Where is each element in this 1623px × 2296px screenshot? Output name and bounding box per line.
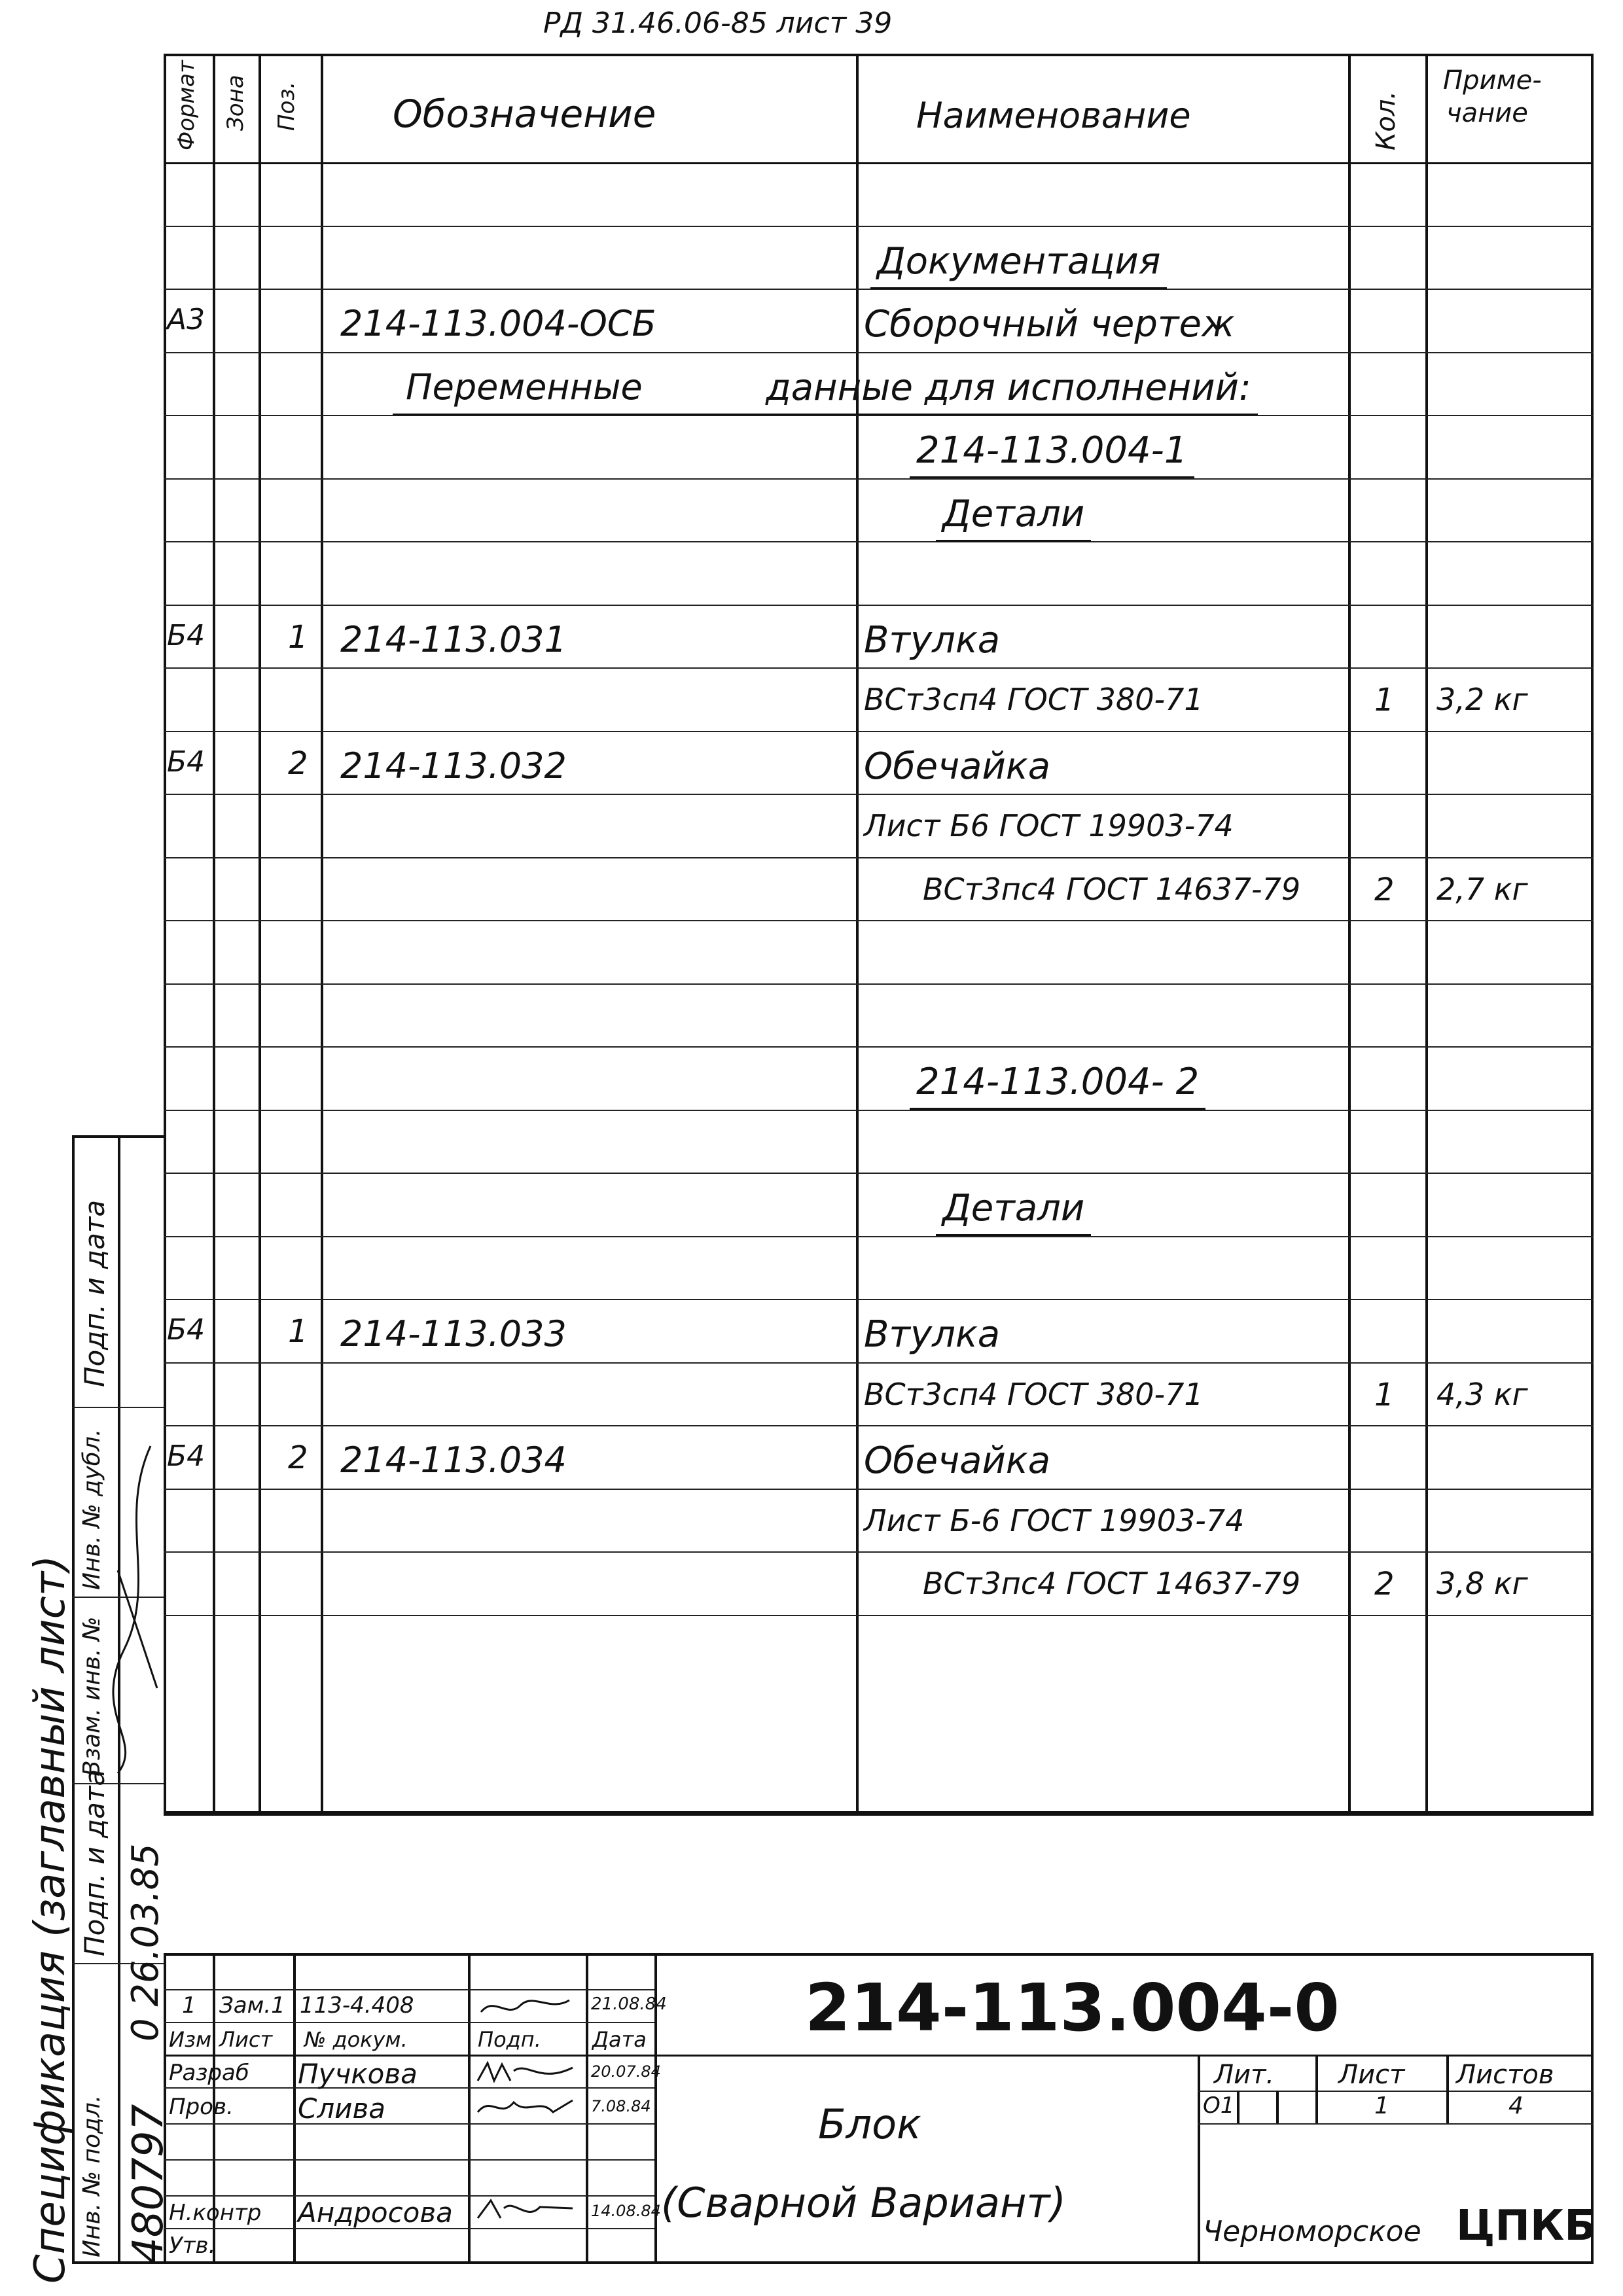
- row-name: Детали: [942, 493, 1085, 535]
- row-line: [164, 794, 1594, 795]
- hdr-izm: Изм: [169, 2027, 212, 2052]
- title-line-1: Блок: [818, 2100, 921, 2148]
- col-line-zone: [213, 54, 215, 1814]
- row-name: Детали: [942, 1187, 1085, 1229]
- change-doc: 113-4.408: [300, 1992, 414, 2019]
- row-underline: [910, 476, 1194, 478]
- top-reference: РД 31.46.06-85 лист 39: [543, 7, 893, 40]
- developer-signature: [474, 2058, 579, 2087]
- row-format: Б4: [167, 619, 205, 652]
- lit-label: Лит.: [1214, 2060, 1275, 2090]
- tb-col-3: [468, 1953, 471, 2264]
- date-norm-control: 14.08.84: [591, 2202, 661, 2220]
- role-approver: Утв.: [169, 2233, 216, 2259]
- table-bottom-line: [164, 1814, 1594, 1816]
- row-line: [164, 541, 1594, 542]
- row-line: [164, 857, 1594, 858]
- row-line: [164, 667, 1594, 669]
- col-line-pos: [259, 54, 261, 1814]
- row-name: данные для исполнений:: [766, 366, 1251, 409]
- checker-signature: [474, 2093, 579, 2122]
- row-name: Лист Б-6 ГОСТ 19903-74: [864, 1503, 1245, 1538]
- hdr-sign: Подп.: [478, 2027, 541, 2052]
- row-line: [164, 983, 1594, 985]
- row-name: ВСт3пс4 ГОСТ 14637-79: [923, 872, 1301, 907]
- header-qty: Кол.: [1371, 90, 1401, 150]
- tb-row-6: [164, 2159, 654, 2161]
- sheets-value: 4: [1508, 2093, 1524, 2119]
- header-row-line: [164, 162, 1594, 164]
- change-type: Зам.1: [219, 1992, 285, 2019]
- row-line: [164, 1551, 1594, 1553]
- row-line: [164, 478, 1594, 480]
- side-vzam-inv: Взам. инв. №: [79, 1616, 105, 1776]
- row-line: [164, 605, 1594, 606]
- tb-row-5: [164, 2123, 654, 2125]
- hdr-doc-no: № докум.: [304, 2027, 408, 2052]
- row-line: [164, 731, 1594, 732]
- row-note: 3,8 кг: [1436, 1566, 1528, 1601]
- row-designation: Переменные: [406, 366, 643, 408]
- row-name: Втулка: [864, 1313, 1001, 1356]
- tb-lit-row-2: [1198, 2123, 1594, 2125]
- title-line-2: (Сварной Вариант): [661, 2179, 1066, 2227]
- sheet-label: Лист: [1338, 2060, 1405, 2090]
- row-qty: 2: [1374, 872, 1395, 908]
- row-line: [164, 226, 1594, 227]
- row-note: 3,2 кг: [1436, 682, 1528, 717]
- row-line: [164, 1362, 1594, 1364]
- side-podp-data: Подп. и дата: [79, 1199, 111, 1387]
- tb-lit-sub-2: [1276, 2091, 1279, 2123]
- tb-col-2: [293, 1953, 296, 2264]
- organization: ЦПКБ: [1456, 2202, 1597, 2250]
- side-inv-podl: Инв. № подл.: [79, 2094, 105, 2257]
- side-inv-dubl: Инв. № дубл.: [79, 1428, 105, 1590]
- document-code: 214-113.004-0: [805, 1969, 1340, 2046]
- tb-row-1: [164, 1989, 654, 1990]
- sheets-label: Листов: [1456, 2060, 1554, 2090]
- row-designation: 214-113.004-ОСБ: [340, 303, 656, 344]
- tb-col-4: [586, 1953, 588, 2264]
- header-name: Наименование: [916, 95, 1191, 136]
- row-pos: 2: [288, 1439, 308, 1476]
- row-qty: 1: [1374, 682, 1395, 718]
- role-norm-control: Н.контр: [169, 2200, 262, 2226]
- lit-value: О1: [1203, 2093, 1235, 2119]
- hdr-list: Лист: [219, 2027, 273, 2052]
- row-format: Б4: [167, 1313, 205, 1347]
- row-pos: 1: [288, 1313, 308, 1350]
- row-line: [164, 1299, 1594, 1300]
- hdr-date: Дата: [592, 2027, 647, 2052]
- row-underline: [870, 287, 1167, 289]
- col-line-designation: [321, 54, 323, 1814]
- header-format: Формат: [173, 60, 200, 150]
- role-checker: Пров.: [169, 2094, 234, 2120]
- row-name: Сборочный чертеж: [864, 303, 1235, 345]
- row-line: [164, 1489, 1594, 1490]
- header-designation: Обозначение: [393, 92, 656, 136]
- row-line: [164, 1236, 1594, 1237]
- row-name: Обечайка: [864, 1439, 1051, 1482]
- row-format: Б4: [167, 1439, 205, 1473]
- row-name: Лист Б6 ГОСТ 19903-74: [864, 808, 1234, 843]
- row-line: [164, 1110, 1594, 1111]
- row-underline: [936, 540, 1091, 542]
- header-zone: Зона: [223, 75, 249, 131]
- change-signature: [478, 1992, 576, 2022]
- row-note: 4,3 кг: [1436, 1377, 1528, 1412]
- row-underline: [910, 1108, 1205, 1110]
- row-name: 214-113.004- 2: [916, 1061, 1200, 1103]
- row-name: ВСт3сп4 ГОСТ 380-71: [864, 1377, 1204, 1412]
- row-name: ВСт3пс4 ГОСТ 14637-79: [923, 1566, 1301, 1601]
- row-underline: [393, 414, 1258, 415]
- side-caption: Спецификация (заглавный лист): [26, 1555, 75, 2284]
- date-checker: 7.08.84: [591, 2097, 651, 2115]
- row-pos: 1: [288, 619, 308, 656]
- col-line-name: [856, 54, 859, 1814]
- tb-right-split: [1198, 2055, 1200, 2264]
- tb-lit-sub-1: [1237, 2091, 1240, 2123]
- tb-lit-col-2: [1446, 2055, 1449, 2123]
- change-date: 21.08.84: [591, 1994, 667, 2014]
- organization-prefix: Черноморское: [1203, 2215, 1421, 2248]
- date-developer: 20.07.84: [591, 2062, 661, 2081]
- row-format: Б4: [167, 745, 205, 779]
- col-line-note: [1425, 54, 1428, 1814]
- row-qty: 2: [1374, 1566, 1395, 1602]
- row-line: [164, 920, 1594, 921]
- tb-row-3: [164, 2055, 1594, 2057]
- name-checker: Слива: [298, 2093, 385, 2125]
- name-norm-control: Андросова: [298, 2197, 453, 2229]
- row-name: Втулка: [864, 619, 1001, 662]
- side-date-value: 0 26.03.85: [124, 1843, 167, 2041]
- change-num: 1: [182, 1992, 196, 2019]
- row-designation: 214-113.034: [340, 1439, 567, 1481]
- role-developer: Разраб: [169, 2060, 249, 2086]
- header-pos: Поз.: [274, 81, 300, 131]
- norm-control-signature: [474, 2195, 579, 2225]
- row-line: [164, 1046, 1594, 1048]
- row-line: [164, 352, 1594, 353]
- row-designation: 214-113.031: [340, 619, 567, 660]
- row-line: [164, 1425, 1594, 1426]
- row-note: 2,7 кг: [1436, 872, 1528, 907]
- header-note-1: Приме-: [1443, 65, 1542, 96]
- col-line-qty: [1348, 54, 1351, 1814]
- row-name: Документация: [877, 240, 1161, 283]
- name-developer: Пучкова: [298, 2058, 418, 2090]
- tb-row-2: [164, 2022, 654, 2023]
- side-row-1: [72, 1407, 164, 1408]
- tb-lit-col-1: [1315, 2055, 1318, 2123]
- row-format: А3: [167, 303, 205, 336]
- side-podp-data-2: Подп. и дата: [79, 1769, 111, 1956]
- row-qty: 1: [1374, 1377, 1395, 1413]
- row-designation: 214-113.032: [340, 745, 567, 786]
- tb-lit-row-1: [1198, 2091, 1594, 2092]
- row-line: [164, 1173, 1594, 1174]
- row-name: ВСт3сп4 ГОСТ 380-71: [864, 682, 1204, 717]
- sheet-value: 1: [1374, 2093, 1389, 2119]
- side-inv-value: 480797: [124, 2104, 173, 2264]
- row-name: Обечайка: [864, 745, 1051, 788]
- row-underline: [936, 1234, 1091, 1236]
- row-pos: 2: [288, 745, 308, 782]
- side-signature: [105, 1439, 164, 1780]
- header-note-2: чание: [1446, 98, 1528, 128]
- row-name: 214-113.004-1: [916, 429, 1188, 472]
- row-designation: 214-113.033: [340, 1313, 567, 1354]
- row-line: [164, 1615, 1594, 1616]
